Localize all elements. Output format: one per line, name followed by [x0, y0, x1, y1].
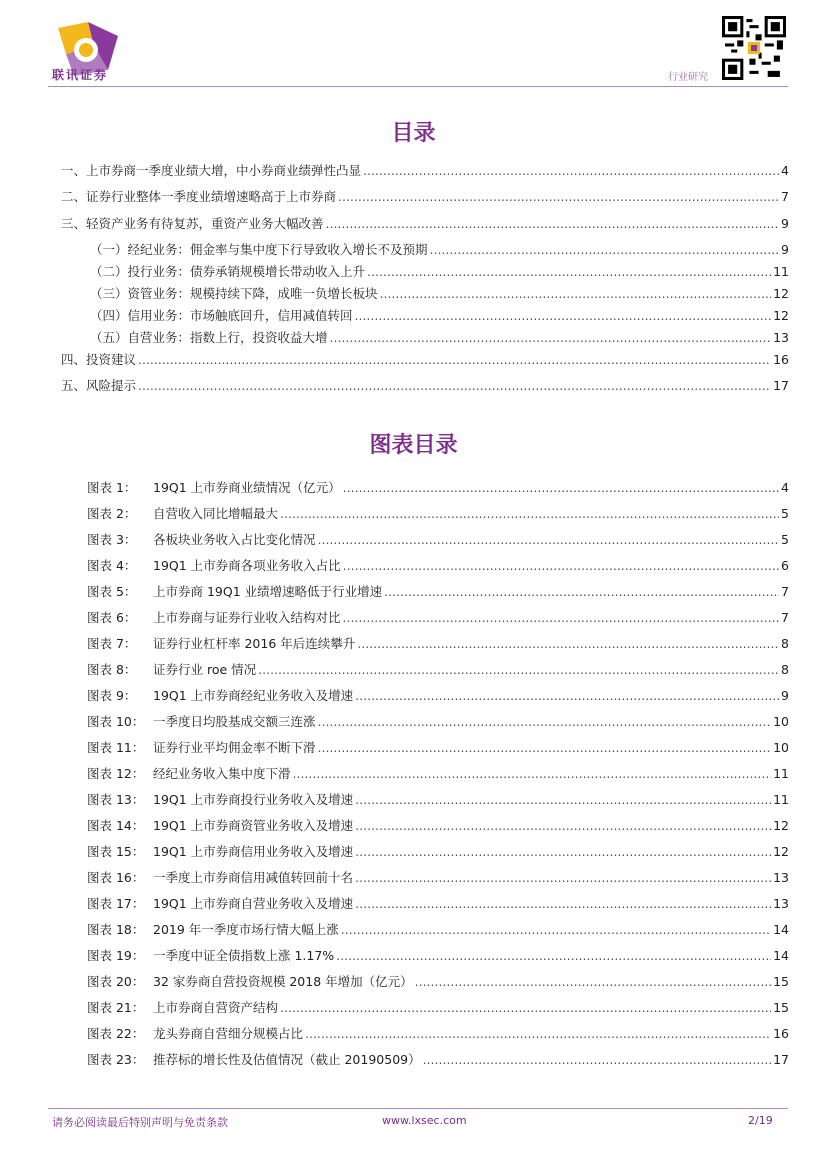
leader-dots — [367, 264, 771, 279]
leader-dots — [138, 378, 771, 393]
figure-label: 图表 14： — [87, 818, 145, 833]
leader-dots — [318, 740, 772, 755]
leader-dots — [355, 792, 771, 807]
figure-entry[interactable] — [87, 816, 789, 834]
figure-label: 图表 5： — [87, 584, 137, 599]
toc-title: 目录 — [391, 121, 436, 146]
toc-entry-page: 12 — [773, 286, 789, 301]
figure-title: 一季度日均股基成交额三连涨 — [153, 714, 316, 729]
figure-label: 图表 20： — [87, 974, 145, 989]
toc-entry-page: 17 — [773, 378, 789, 393]
figure-label: 图表 23： — [87, 1052, 145, 1067]
toc-entry-text: 二、证券行业整体一季度业绩增速略高于上市券商 — [61, 189, 337, 204]
figure-label: 图表 21： — [87, 1000, 145, 1015]
figure-label: 图表 16： — [87, 870, 145, 885]
figure-page: 15 — [773, 974, 789, 989]
figure-entry[interactable] — [87, 842, 789, 860]
leader-dots — [355, 844, 771, 859]
figure-label: 图表 3： — [87, 532, 137, 547]
figure-label: 图表 8： — [87, 662, 137, 677]
figure-label: 图表 13： — [87, 792, 145, 807]
toc-entry-text: 一、上市券商一季度业绩大增，中小券商业绩弹性凸显 — [61, 163, 362, 178]
figure-page: 12 — [773, 844, 789, 859]
leader-dots — [341, 922, 771, 937]
toc-entry-text: （二）投行业务：债券承销规模增长带动收入上升 — [90, 264, 366, 279]
figure-label: 图表 11： — [87, 740, 145, 755]
figure-label: 图表 19： — [87, 948, 145, 963]
toc-subentry[interactable] — [90, 328, 789, 346]
figure-page: 7 — [781, 584, 789, 599]
leader-dots — [355, 818, 771, 833]
toc-entry[interactable] — [61, 376, 789, 394]
toc-entry-page: 4 — [781, 163, 789, 178]
figure-page: 8 — [781, 636, 789, 651]
figure-page: 15 — [773, 1000, 789, 1015]
figure-page: 13 — [773, 896, 789, 911]
figure-title: 上市券商自营资产结构 — [153, 1000, 279, 1015]
figure-label: 图表 7： — [87, 636, 137, 651]
figure-label: 图表 17： — [87, 896, 145, 911]
figure-title: 证券行业 roe 情况 — [153, 662, 257, 677]
toc-entry-text: 四、投资建议 — [61, 352, 137, 367]
toc-entry-page: 12 — [773, 308, 789, 323]
leader-dots — [326, 216, 780, 231]
leader-dots — [336, 948, 771, 963]
figure-title: 一季度中证全债指数上涨 1.17% — [153, 948, 335, 963]
figure-title: 19Q1 上市券商信用业务收入及增速 — [153, 844, 354, 859]
figure-entry[interactable] — [87, 660, 789, 678]
toc-subentry[interactable] — [90, 262, 789, 280]
qr-code-icon — [722, 16, 786, 80]
toc-entry-text: （四）信用业务：市场触底回升，信用减值转回 — [90, 308, 353, 323]
figure-page: 14 — [773, 922, 789, 937]
toc-entry-page: 16 — [773, 352, 789, 367]
leader-dots — [343, 610, 780, 625]
toc-entry[interactable] — [61, 187, 789, 205]
figure-title: 自营收入同比增幅最大 — [153, 506, 279, 521]
toc-entry-page: 9 — [781, 242, 789, 257]
figure-title: 龙头券商自营细分规模占比 — [153, 1026, 304, 1041]
figure-entry[interactable] — [87, 634, 789, 652]
figure-entry[interactable] — [87, 556, 789, 574]
figure-title: 上市券商 19Q1 业绩增速略低于行业增速 — [153, 584, 383, 599]
figure-page: 11 — [773, 792, 789, 807]
toc-entry-text: 五、风险提示 — [61, 378, 137, 393]
figure-entry[interactable] — [87, 894, 789, 912]
figure-entry[interactable] — [87, 738, 789, 756]
figure-page: 14 — [773, 948, 789, 963]
toc-entry[interactable] — [61, 214, 789, 232]
figure-title: 19Q1 上市券商经纪业务收入及增速 — [153, 688, 354, 703]
leader-dots — [380, 286, 772, 301]
figure-entry[interactable] — [87, 920, 789, 938]
figure-entry[interactable] — [87, 1050, 789, 1068]
figure-entry[interactable] — [87, 868, 789, 886]
figure-entry[interactable] — [87, 686, 789, 704]
figure-entry[interactable] — [87, 1024, 789, 1042]
figure-entry[interactable] — [87, 582, 789, 600]
toc-entry-text: 三、轻资产业务有待复苏，重资产业务大幅改善 — [61, 216, 324, 231]
figure-label: 图表 15： — [87, 844, 145, 859]
figure-label: 图表 2： — [87, 506, 137, 521]
figure-label: 图表 22： — [87, 1026, 145, 1041]
figure-label: 图表 1： — [87, 480, 137, 495]
figure-page: 7 — [781, 610, 789, 625]
leader-dots — [280, 1000, 771, 1015]
footer-website-link[interactable]: www.lxsec.com — [382, 1114, 467, 1127]
figure-title: 证券行业杠杆率 2016 年后连续攀升 — [153, 636, 356, 651]
toc-entry-page: 13 — [773, 330, 789, 345]
leader-dots — [138, 352, 771, 367]
figure-title: 32 家券商自营投资规模 2018 年增加（亿元） — [153, 974, 413, 989]
toc-entry-text: （五）自营业务：指数上行，投资收益大增 — [90, 330, 328, 345]
figure-title: 19Q1 上市券商业绩情况（亿元） — [153, 480, 341, 495]
figure-title: 各板块业务收入占比变化情况 — [153, 532, 316, 547]
toc-entry-page: 11 — [773, 264, 789, 279]
figure-title: 19Q1 上市券商自营业务收入及增速 — [153, 896, 354, 911]
figure-title: 19Q1 上市券商各项业务收入占比 — [153, 558, 341, 573]
toc-subentry[interactable] — [90, 306, 789, 324]
figure-title: 证券行业平均佣金率不断下滑 — [153, 740, 316, 755]
figure-title: 一季度上市券商信用减值转回前十名 — [153, 870, 354, 885]
leader-dots — [357, 636, 779, 651]
leader-dots — [355, 688, 779, 703]
figure-page: 12 — [773, 818, 789, 833]
toc-entry-page: 9 — [781, 216, 789, 231]
figure-label: 图表 10： — [87, 714, 145, 729]
leader-dots — [384, 584, 779, 599]
figure-label: 图表 6： — [87, 610, 137, 625]
toc-entry-text: （一）经纪业务：佣金率与集中度下行导致收入增长不及预期 — [90, 242, 428, 257]
leader-dots — [330, 330, 772, 345]
leader-dots — [363, 163, 779, 178]
figure-entry[interactable] — [87, 608, 789, 626]
leader-dots — [430, 242, 780, 257]
logo-text: 联讯证券 — [52, 68, 109, 82]
toc-entry-text: （三）资管业务：规模持续下降，成唯一负增长板块 — [90, 286, 378, 301]
toc-entry[interactable] — [61, 161, 789, 179]
leader-dots — [355, 896, 771, 911]
figure-entry[interactable] — [87, 998, 789, 1016]
toc-entry[interactable] — [61, 350, 789, 368]
figure-page: 5 — [781, 506, 789, 521]
figure-page: 8 — [781, 662, 789, 677]
figure-title: 19Q1 上市券商资管业务收入及增速 — [153, 818, 354, 833]
leader-dots — [355, 308, 772, 323]
figure-page: 10 — [773, 740, 789, 755]
figure-page: 11 — [773, 766, 789, 781]
section-label: 行业研究 — [668, 72, 708, 83]
figure-list-title: 图表目录 — [369, 433, 458, 458]
figure-entry[interactable] — [87, 790, 789, 808]
leader-dots — [415, 974, 771, 989]
figure-title: 2019 年一季度市场行情大幅上涨 — [153, 922, 339, 937]
toc-subentry[interactable] — [90, 240, 789, 258]
leader-dots — [280, 506, 779, 521]
figure-entry[interactable] — [87, 530, 789, 548]
figure-entry[interactable] — [87, 478, 789, 496]
leader-dots — [305, 1026, 771, 1041]
footer-divider — [48, 1108, 788, 1109]
figure-page: 4 — [781, 480, 789, 495]
header-divider — [48, 86, 788, 87]
leader-dots — [355, 870, 771, 885]
page-header — [0, 0, 827, 92]
figure-title: 经纪业务收入集中度下滑 — [153, 766, 291, 781]
figure-title: 上市券商与证券行业收入结构对比 — [153, 610, 341, 625]
figure-title: 19Q1 上市券商投行业务收入及增速 — [153, 792, 354, 807]
toc-entry-page: 7 — [781, 189, 789, 204]
footer-disclaimer[interactable]: 请务必阅读最后特别声明与免责条款 — [52, 1116, 228, 1129]
leader-dots — [318, 532, 780, 547]
leader-dots — [258, 662, 779, 677]
figure-page: 10 — [773, 714, 789, 729]
figure-page: 6 — [781, 558, 789, 573]
footer-page-number: 2/19 — [748, 1114, 773, 1127]
figure-label: 图表 18： — [87, 922, 145, 937]
leader-dots — [293, 766, 772, 781]
figure-label: 图表 4： — [87, 558, 137, 573]
figure-label: 图表 9： — [87, 688, 137, 703]
figure-title: 推荐标的增长性及估值情况（截止 20190509） — [153, 1052, 421, 1067]
figure-entry[interactable] — [87, 946, 789, 964]
figure-label: 图表 12： — [87, 766, 145, 781]
leader-dots — [343, 558, 779, 573]
figure-entry[interactable] — [87, 764, 789, 782]
figure-page: 9 — [781, 688, 789, 703]
leader-dots — [343, 480, 779, 495]
figure-page: 13 — [773, 870, 789, 885]
figure-page: 16 — [773, 1026, 789, 1041]
figure-entry[interactable] — [87, 712, 789, 730]
leader-dots — [423, 1052, 771, 1067]
figure-page: 5 — [781, 532, 789, 547]
leader-dots — [318, 714, 772, 729]
figure-entry[interactable] — [87, 504, 789, 522]
figure-page: 17 — [773, 1052, 789, 1067]
leader-dots — [338, 189, 779, 204]
toc-subentry[interactable] — [90, 284, 789, 302]
figure-entry[interactable] — [87, 972, 789, 990]
